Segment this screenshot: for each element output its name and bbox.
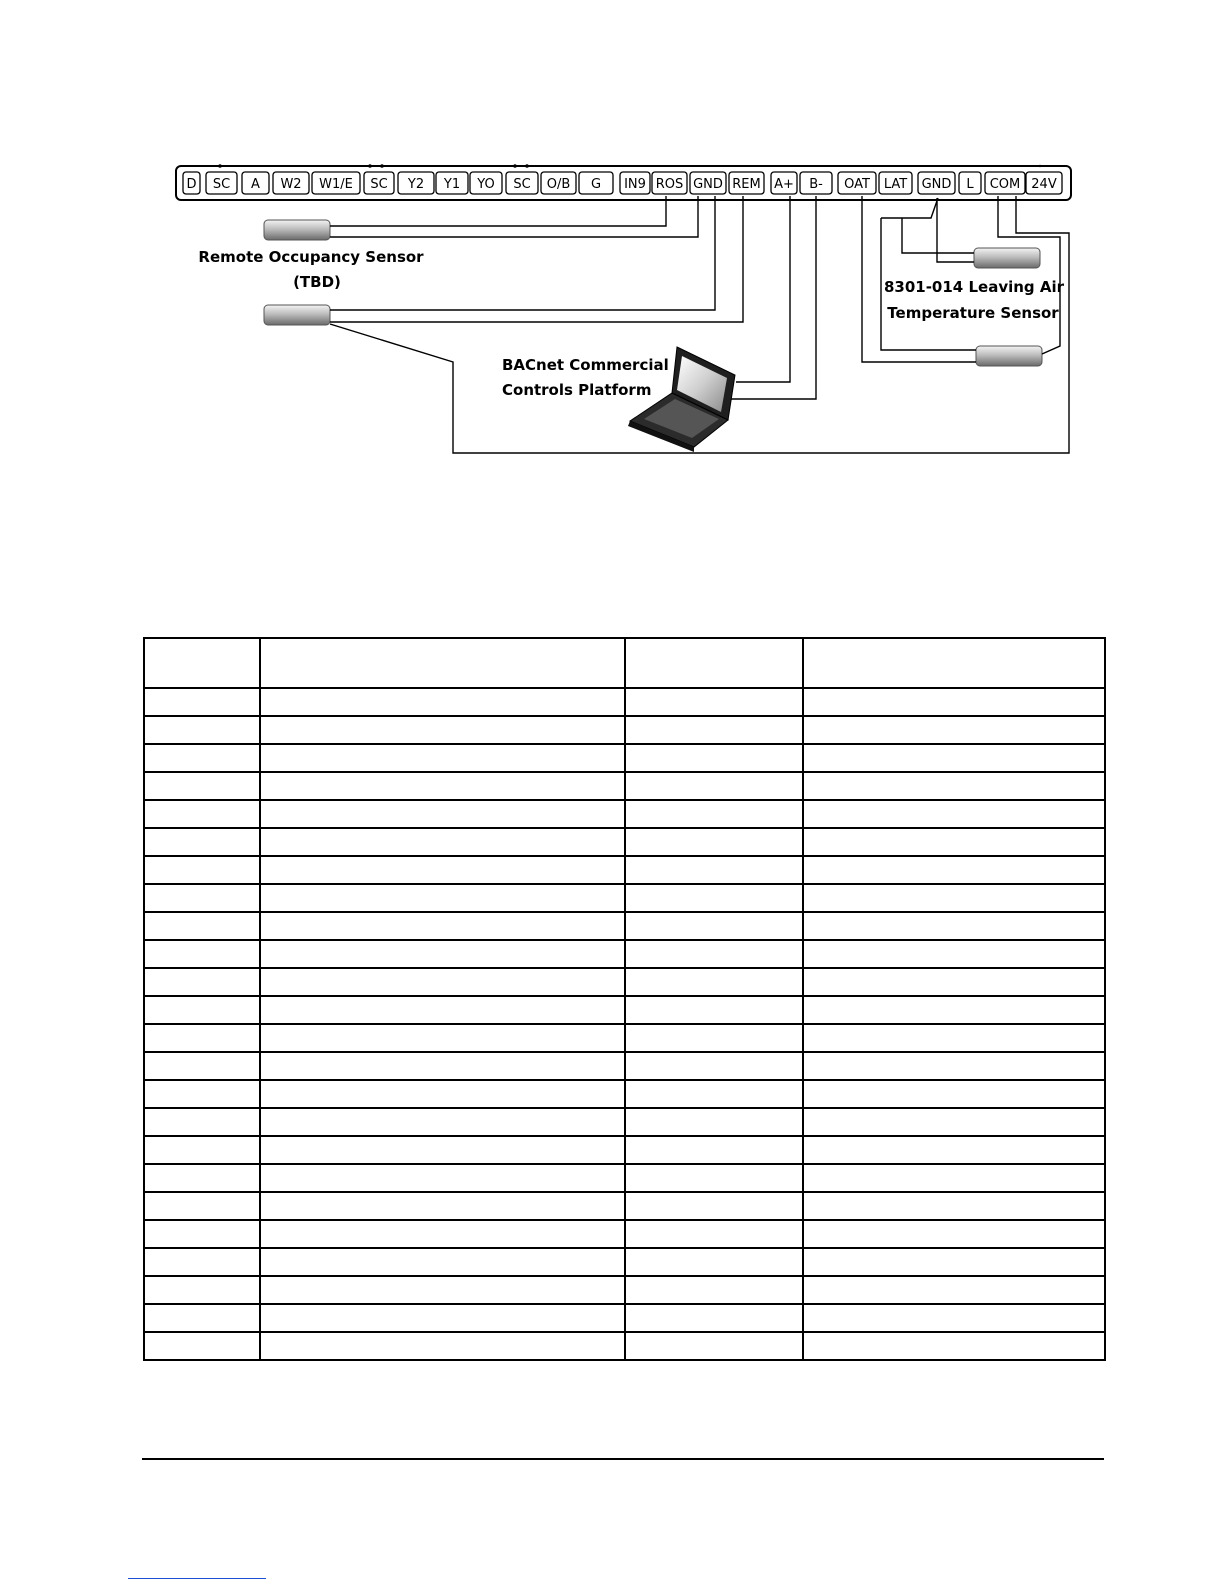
table-row	[144, 772, 1105, 800]
table-cell	[803, 940, 1105, 968]
table-cell	[144, 1332, 260, 1360]
table-cell	[803, 800, 1105, 828]
table-row	[144, 1332, 1105, 1360]
table-cell	[260, 856, 625, 884]
table-cell	[625, 912, 803, 940]
table-header-cell	[625, 638, 803, 688]
table-row	[144, 1052, 1105, 1080]
table-cell	[260, 744, 625, 772]
table-cell	[260, 968, 625, 996]
table-row	[144, 1192, 1105, 1220]
table-cell	[625, 1276, 803, 1304]
table-cell	[144, 772, 260, 800]
table-cell	[260, 1108, 625, 1136]
table-cell	[144, 1192, 260, 1220]
wiring-table	[143, 637, 1106, 1361]
table-row	[144, 1304, 1105, 1332]
terminal	[690, 172, 726, 194]
table-row	[144, 1220, 1105, 1248]
table-row	[144, 940, 1105, 968]
table-row	[144, 1024, 1105, 1052]
terminal-label: L	[966, 177, 974, 192]
table-cell	[144, 996, 260, 1024]
table-cell	[625, 1248, 803, 1276]
table-cell	[803, 1024, 1105, 1052]
table-row	[144, 1080, 1105, 1108]
table-header-row	[144, 638, 1105, 688]
terminal	[918, 172, 955, 194]
terminal-label: GND	[921, 177, 952, 192]
table-cell	[260, 1164, 625, 1192]
table-cell	[803, 996, 1105, 1024]
remote-occupancy-sensor	[264, 220, 330, 240]
terminal	[506, 172, 538, 194]
table-row	[144, 828, 1105, 856]
terminal-label: SC	[370, 177, 388, 192]
table-cell	[260, 1220, 625, 1248]
table-cell	[803, 1304, 1105, 1332]
table-cell	[260, 996, 625, 1024]
table-cell	[803, 1080, 1105, 1108]
table-cell	[625, 716, 803, 744]
table-cell	[260, 1332, 625, 1360]
table-cell	[144, 1080, 260, 1108]
lat-sensor-label-line2: Temperature Sensor	[887, 304, 1059, 322]
table-cell	[144, 912, 260, 940]
terminal-label: YO	[477, 177, 495, 192]
terminal-label: IN9	[624, 177, 646, 192]
table-cell	[625, 1052, 803, 1080]
table-cell	[625, 1332, 803, 1360]
remote-occupancy-label-line2: (TBD)	[293, 273, 341, 291]
table-cell	[625, 1080, 803, 1108]
table-cell	[625, 1192, 803, 1220]
terminal-label: ROS	[655, 177, 684, 192]
table-cell	[625, 996, 803, 1024]
table-cell	[260, 1052, 625, 1080]
terminal	[800, 172, 832, 194]
terminal-label: SC	[212, 177, 231, 192]
table-header-cell	[144, 638, 260, 688]
table-cell	[260, 884, 625, 912]
table-cell	[803, 1276, 1105, 1304]
terminal	[1026, 172, 1062, 194]
terminal-row	[183, 172, 1062, 194]
table-cell	[803, 1164, 1105, 1192]
table-cell	[625, 688, 803, 716]
table-cell	[803, 1136, 1105, 1164]
table-cell	[260, 1304, 625, 1332]
terminal-label: D	[186, 177, 197, 192]
table-cell	[144, 1164, 260, 1192]
table-cell	[625, 968, 803, 996]
terminal	[838, 172, 876, 194]
table-row	[144, 1164, 1105, 1192]
table-cell	[803, 912, 1105, 940]
table-cell	[803, 744, 1105, 772]
terminal	[242, 172, 269, 194]
terminal-label: GND	[693, 177, 723, 192]
table-cell	[260, 716, 625, 744]
terminal-label: W2	[280, 177, 302, 192]
table-cell	[144, 688, 260, 716]
terminal	[312, 172, 360, 194]
outdoor-air-temp-sensor	[976, 346, 1042, 366]
table-cell	[625, 1304, 803, 1332]
table-cell	[803, 856, 1105, 884]
table-cell	[625, 1024, 803, 1052]
table-cell	[803, 688, 1105, 716]
terminal	[470, 172, 502, 194]
terminal-label: G	[590, 177, 602, 192]
terminal-label: A+	[774, 177, 794, 192]
table-cell	[625, 1136, 803, 1164]
table-cell	[144, 1136, 260, 1164]
terminal-label: LAT	[883, 177, 908, 192]
terminal	[959, 172, 981, 194]
terminal	[206, 172, 237, 194]
table-cell	[144, 1276, 260, 1304]
table-cell	[144, 884, 260, 912]
terminal	[436, 172, 468, 194]
table-cell	[144, 940, 260, 968]
table-cell	[144, 1052, 260, 1080]
table-row	[144, 1108, 1105, 1136]
table-cell	[144, 716, 260, 744]
table-cell	[625, 1108, 803, 1136]
terminal-label: REM	[732, 177, 761, 192]
table-cell	[144, 828, 260, 856]
leaving-air-temp-sensor	[974, 248, 1040, 268]
remote-occupancy-label-line1: Remote Occupancy Sensor	[198, 248, 424, 266]
table-row	[144, 996, 1105, 1024]
table-cell	[144, 1108, 260, 1136]
table-cell	[625, 940, 803, 968]
table-cell	[260, 940, 625, 968]
footer-link-underline[interactable]	[128, 1578, 266, 1579]
terminal	[273, 172, 309, 194]
table-cell	[803, 1052, 1105, 1080]
table-cell	[144, 1248, 260, 1276]
lat-sensor-label-line1: 8301-014 Leaving Air	[883, 278, 1065, 296]
table-cell	[260, 688, 625, 716]
bacnet-label-line1: BACnet Commercial	[502, 356, 669, 374]
table-cell	[144, 1220, 260, 1248]
table-row	[144, 884, 1105, 912]
table-cell	[625, 744, 803, 772]
table-cell	[260, 1136, 625, 1164]
terminal-label: SC	[513, 177, 531, 192]
table-cell	[625, 1220, 803, 1248]
terminal-label: O/B	[546, 177, 571, 192]
bacnet-label-line2: Controls Platform	[502, 381, 652, 399]
table-cell	[260, 912, 625, 940]
table-row	[144, 856, 1105, 884]
table-cell	[625, 884, 803, 912]
table-cell	[625, 1164, 803, 1192]
terminal-label: W1/E	[319, 177, 353, 192]
table-cell	[803, 772, 1105, 800]
table-row	[144, 744, 1105, 772]
table-cell	[803, 968, 1105, 996]
footer-rule	[142, 1458, 1104, 1460]
table-cell	[260, 772, 625, 800]
terminal	[398, 172, 434, 194]
table-cell	[144, 856, 260, 884]
table-cell	[260, 1192, 625, 1220]
remote-sensor	[264, 305, 330, 325]
terminal	[771, 172, 797, 194]
table-cell	[625, 828, 803, 856]
table-cell	[144, 1024, 260, 1052]
terminal	[620, 172, 650, 194]
terminal	[183, 172, 200, 194]
table-cell	[625, 856, 803, 884]
terminal-label: COM	[989, 177, 1021, 192]
table-row	[144, 1248, 1105, 1276]
table-cell	[144, 968, 260, 996]
terminal-label: B-	[809, 177, 823, 192]
terminal	[579, 172, 613, 194]
table-row	[144, 716, 1105, 744]
table-row	[144, 1276, 1105, 1304]
terminal-label: A	[251, 177, 260, 192]
table-cell	[260, 1248, 625, 1276]
table-row	[144, 1136, 1105, 1164]
wiring-diagram	[0, 0, 1225, 600]
table-cell	[260, 1276, 625, 1304]
terminal-label: 24V	[1031, 177, 1057, 192]
table-cell	[803, 1108, 1105, 1136]
table-cell	[260, 1080, 625, 1108]
table-cell	[260, 1024, 625, 1052]
table-header-cell	[260, 638, 625, 688]
table-cell	[144, 744, 260, 772]
table-cell	[144, 1304, 260, 1332]
table-cell	[144, 800, 260, 828]
terminal	[541, 172, 576, 194]
table-cell	[625, 800, 803, 828]
terminal	[364, 172, 394, 194]
terminal	[879, 172, 912, 194]
table-header-cell	[803, 638, 1105, 688]
table-row	[144, 688, 1105, 716]
table-row	[144, 912, 1105, 940]
table-cell	[260, 828, 625, 856]
table-row	[144, 968, 1105, 996]
table-cell	[625, 772, 803, 800]
terminal-label: Y2	[407, 177, 425, 192]
table-cell	[803, 884, 1105, 912]
table-cell	[803, 828, 1105, 856]
table-cell	[803, 716, 1105, 744]
terminal	[729, 172, 764, 194]
table-cell	[803, 1332, 1105, 1360]
table-cell	[803, 1192, 1105, 1220]
table-row	[144, 800, 1105, 828]
terminal	[652, 172, 687, 194]
terminal-label: OAT	[844, 177, 870, 192]
terminal	[985, 172, 1025, 194]
terminal-label: Y1	[443, 177, 461, 192]
table-cell	[803, 1248, 1105, 1276]
table-cell	[260, 800, 625, 828]
table-cell	[803, 1220, 1105, 1248]
